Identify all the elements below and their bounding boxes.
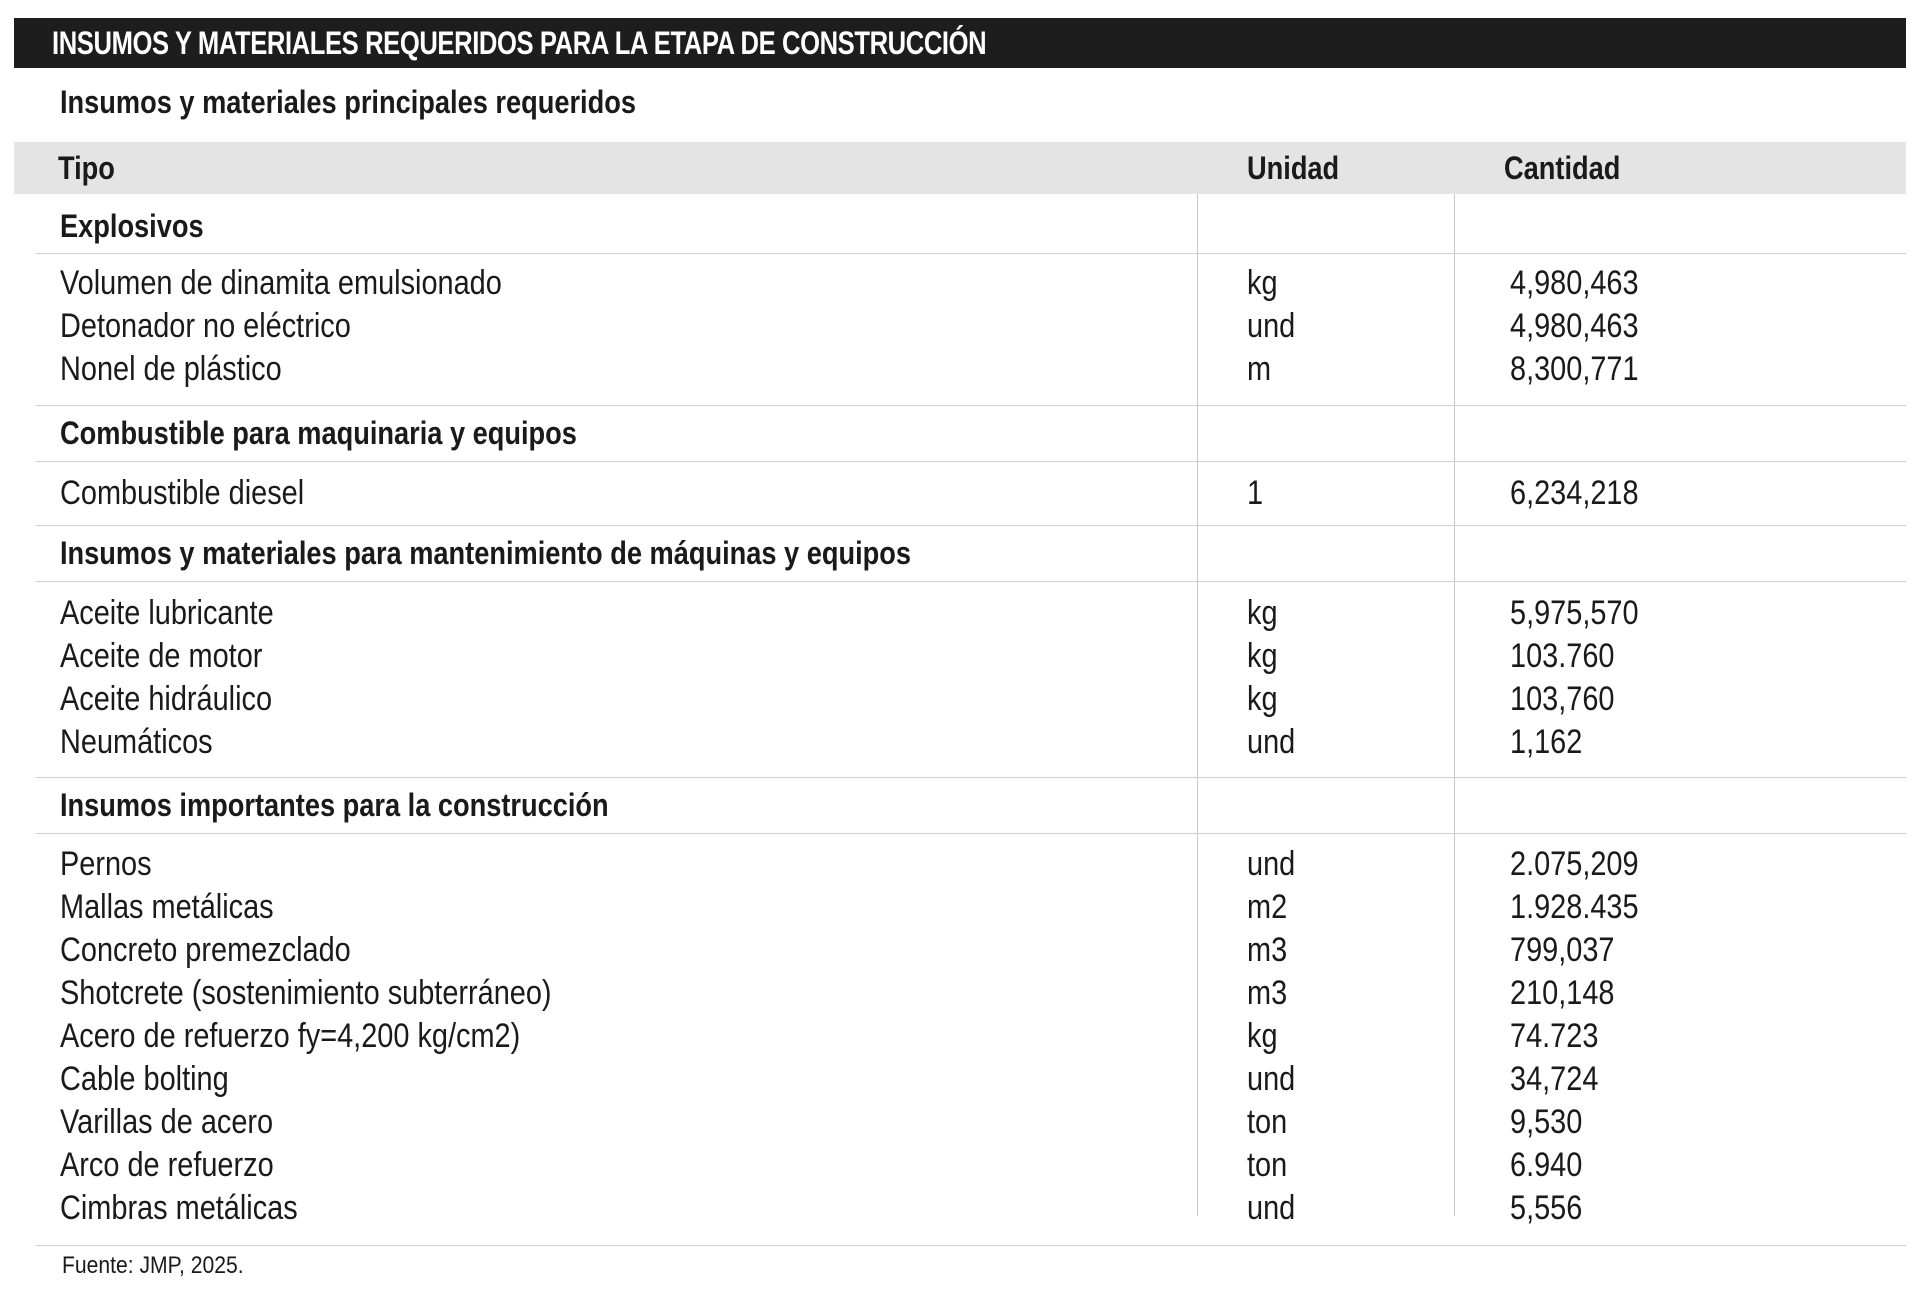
cell-unidad: m3 (1247, 931, 1288, 969)
cell-unidad: kg (1247, 1017, 1278, 1055)
cell-unidad: und (1247, 723, 1296, 761)
cell-cantidad: 5,975,570 (1510, 594, 1639, 632)
cell-unidad: und (1247, 1189, 1296, 1227)
row-divider (36, 525, 1906, 526)
cell-tipo: Volumen de dinamita emulsionado (60, 264, 502, 302)
section-heading: Combustible para maquinaria y equipos (60, 415, 577, 451)
cell-cantidad: 9,530 (1510, 1103, 1583, 1141)
cell-cantidad: 34,724 (1510, 1060, 1599, 1098)
cell-tipo: Concreto premezclado (60, 931, 351, 969)
cell-cantidad: 103.760 (1510, 637, 1615, 675)
row-divider (36, 253, 1906, 254)
cell-cantidad: 103,760 (1510, 680, 1615, 718)
cell-cantidad: 4,980,463 (1510, 264, 1639, 302)
table-row (0, 1015, 1920, 1058)
table-row (0, 592, 1920, 635)
cell-unidad: und (1247, 845, 1296, 883)
table-subtitle: Insumos y materiales principales requeridos (60, 84, 636, 120)
table-row (0, 472, 1920, 515)
cell-unidad: kg (1247, 680, 1278, 718)
cell-cantidad: 1,162 (1510, 723, 1583, 761)
table-header-row (14, 142, 1906, 194)
title-bar (14, 18, 1906, 68)
cell-tipo: Detonador no eléctrico (60, 307, 351, 345)
cell-cantidad: 1.928.435 (1510, 888, 1639, 926)
row-divider (36, 777, 1906, 778)
cell-cantidad: 210,148 (1510, 974, 1615, 1012)
cell-tipo: Nonel de plástico (60, 350, 282, 388)
cell-cantidad: 799,037 (1510, 931, 1615, 969)
table-row (0, 1058, 1920, 1101)
table-row (0, 843, 1920, 886)
cell-tipo: Aceite lubricante (60, 594, 274, 632)
cell-cantidad: 5,556 (1510, 1189, 1583, 1227)
table-title: INSUMOS Y MATERIALES REQUERIDOS PARA LA ETAPA DE CONSTRUCCIÓN (52, 25, 987, 61)
cell-tipo: Varillas de acero (60, 1103, 274, 1141)
cell-tipo: Pernos (60, 845, 152, 883)
cell-tipo: Cable bolting (60, 1060, 229, 1098)
cell-tipo: Combustible diesel (60, 474, 305, 512)
cell-cantidad: 4,980,463 (1510, 307, 1639, 345)
cell-unidad: ton (1247, 1103, 1288, 1141)
table-row (0, 635, 1920, 678)
table-row (0, 929, 1920, 972)
table-row (0, 678, 1920, 721)
table-row (0, 886, 1920, 929)
cell-unidad: kg (1247, 594, 1278, 632)
cell-cantidad: 8,300,771 (1510, 350, 1639, 388)
section-heading: Insumos importantes para la construcción (60, 787, 609, 823)
table-row (0, 262, 1920, 305)
cell-unidad: m2 (1247, 888, 1288, 926)
header-cantidad: Cantidad (1504, 150, 1621, 186)
cell-tipo: Mallas metálicas (60, 888, 274, 926)
row-divider (36, 405, 1906, 406)
cell-unidad: und (1247, 307, 1296, 345)
table-row (0, 1144, 1920, 1187)
cell-unidad: 1 (1247, 474, 1264, 512)
cell-cantidad: 74.723 (1510, 1017, 1599, 1055)
source-note: Fuente: JMP, 2025. (62, 1252, 244, 1279)
cell-unidad: kg (1247, 637, 1278, 675)
section-heading: Explosivos (60, 208, 204, 244)
section-heading: Insumos y materiales para mantenimiento de máquinas y equipos (60, 535, 912, 571)
row-divider (36, 461, 1906, 462)
cell-tipo: Neumáticos (60, 723, 213, 761)
header-tipo: Tipo (58, 150, 115, 186)
table-row (0, 305, 1920, 348)
row-divider (36, 581, 1906, 582)
cell-tipo: Aceite de motor (60, 637, 263, 675)
cell-tipo: Cimbras metálicas (60, 1189, 298, 1227)
cell-tipo: Acero de refuerzo fy=4,200 kg/cm2) (60, 1017, 521, 1055)
table-bottom-rule (36, 1245, 1906, 1246)
cell-unidad: ton (1247, 1146, 1288, 1184)
table-row (0, 1101, 1920, 1144)
cell-cantidad: 6.940 (1510, 1146, 1583, 1184)
row-divider (36, 833, 1906, 834)
cell-unidad: und (1247, 1060, 1296, 1098)
table-row (0, 721, 1920, 764)
table-row (0, 348, 1920, 391)
cell-tipo: Arco de refuerzo (60, 1146, 274, 1184)
cell-tipo: Aceite hidráulico (60, 680, 273, 718)
cell-unidad: m (1247, 350, 1272, 388)
cell-tipo: Shotcrete (sostenimiento subterráneo) (60, 974, 552, 1012)
cell-unidad: kg (1247, 264, 1278, 302)
header-unidad: Unidad (1247, 150, 1340, 186)
table-row (0, 972, 1920, 1015)
cell-cantidad: 2.075,209 (1510, 845, 1639, 883)
cell-cantidad: 6,234,218 (1510, 474, 1639, 512)
cell-unidad: m3 (1247, 974, 1288, 1012)
table-row (0, 1187, 1920, 1230)
